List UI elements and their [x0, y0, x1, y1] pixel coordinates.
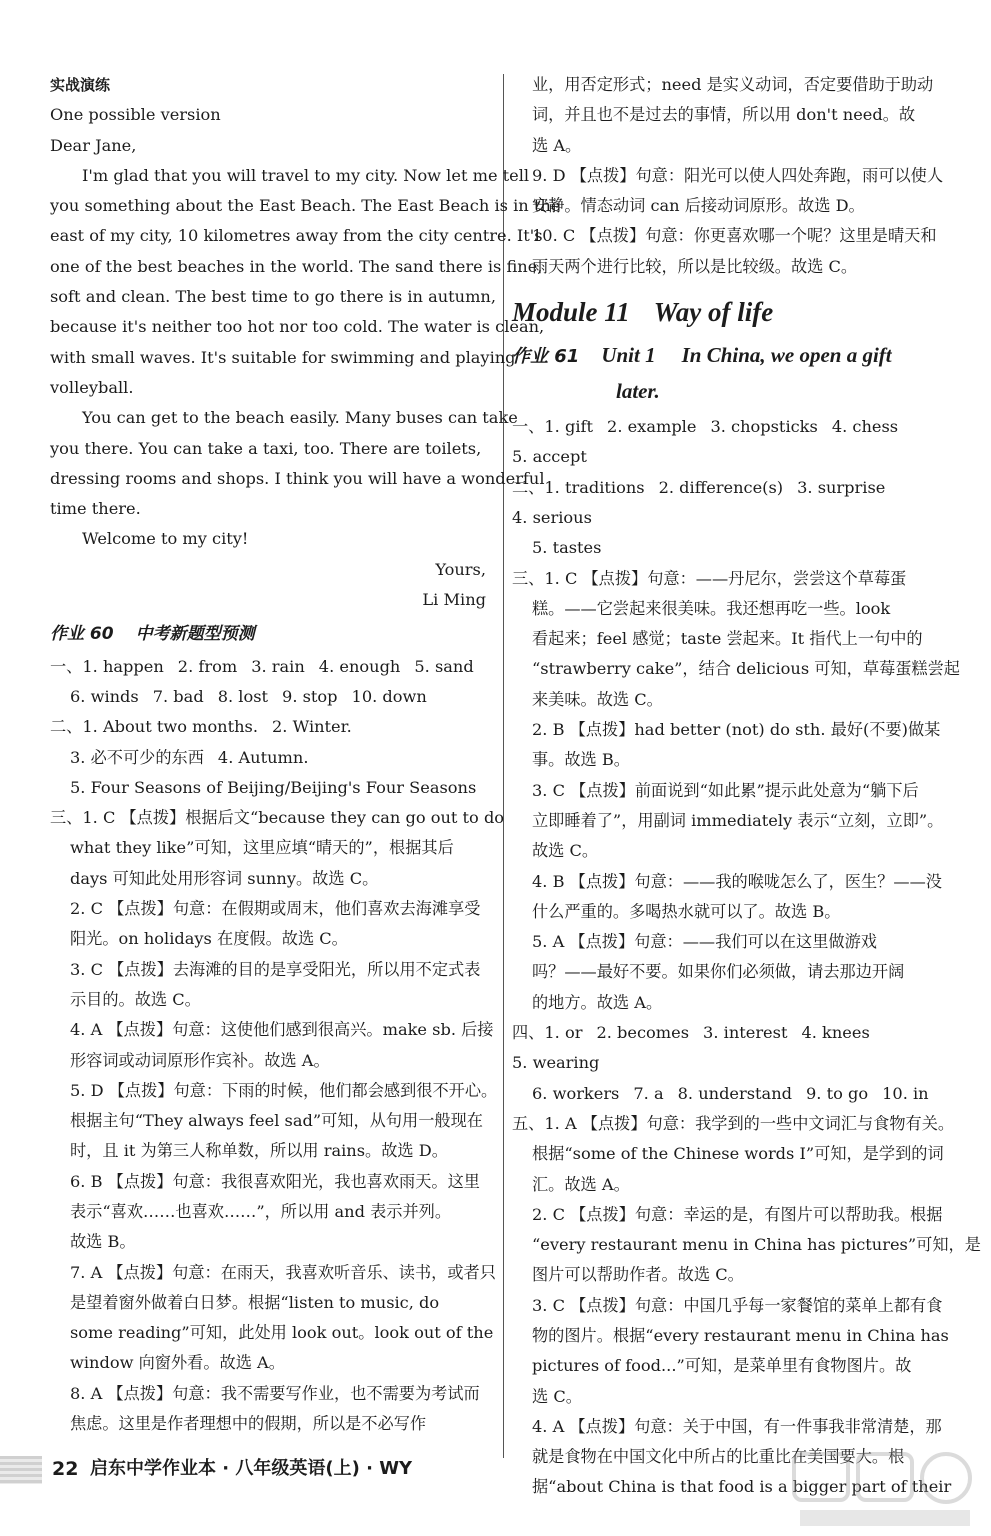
footer-stripe [0, 1456, 42, 1484]
text-line: 物的图片。根据“every restaurant menu in China has [532, 1325, 949, 1345]
answer-item: 4. knees [801, 1023, 870, 1043]
text-line: 选 C。 [532, 1386, 582, 1406]
answer-item: 4. serious [512, 507, 592, 527]
column-divider [503, 74, 504, 1458]
answer-item: 二、1. About two months. [50, 717, 258, 737]
page-number: 22 [52, 1458, 79, 1480]
answer-item: 6. winds [70, 686, 139, 706]
text-line: because it's neither too hot nor too cold. The water is clean, [50, 317, 545, 337]
text-line: 示目的。故选 C。 [70, 989, 201, 1009]
text-line: window 向窗外看。故选 A。 [70, 1353, 285, 1373]
answer-item: 9. stop [282, 686, 338, 706]
module-number: Module 11 [512, 297, 630, 328]
text-line: 4. A 【点拨】句意：关于中国，有一件事我非常清楚，那 [532, 1416, 942, 1436]
text-line: 4. A 【点拨】句意：这使他们感到很高兴。make sb. 后接 [70, 1020, 494, 1040]
answers-r-section-4 [512, 1018, 956, 1079]
answer-item: 3. surprise [797, 477, 886, 497]
text-line: 图片可以帮助作者。故选 C。 [532, 1265, 744, 1285]
text-line: 立即睡着了”，用副词 immediately 表示“立刻，立即”。 [532, 810, 944, 830]
answer-item: 5. sand [414, 656, 474, 676]
answer-s2-5: 5. Four Seasons of Beijing/Beijing's Four Seasons [70, 777, 477, 797]
text-line: 五、1. A 【点拨】句意：我学到的一些中文词汇与食物有关。 [512, 1113, 955, 1133]
text-line: volleyball. [50, 377, 134, 397]
section-head: 实战演练 [50, 76, 111, 94]
answers-section-1 [50, 652, 492, 682]
module-name: Way of life [653, 297, 774, 328]
text-line: 雨天两个进行比较，所以是比较级。故选 C。 [532, 256, 858, 276]
text-line: 就是食物在中国文化中所占的比重比在美国要大。根 [532, 1447, 905, 1467]
text-line: 的地方。故选 A。 [532, 992, 663, 1012]
text-line: 3. C 【点拨】前面说到“如此累”提示此处意为“躺下后 [532, 780, 919, 800]
text-line: 7. A 【点拨】句意：在雨天，我喜欢听音乐、读书，或者只 [70, 1262, 496, 1282]
text-line: 故选 C。 [532, 841, 599, 861]
answers-section-1b [50, 682, 492, 712]
book-title: 启东中学作业本 · 八年级英语(上) · WY [90, 1458, 413, 1479]
text-line: You can get to the beach easily. Many buses can take [82, 408, 518, 428]
answer-item: 8. lost [217, 686, 269, 706]
module-title [512, 292, 956, 332]
text-line: 10. C 【点拨】句意：你更喜欢哪一个呢？这里是晴天和 [532, 226, 937, 246]
answer-r2-5: 5. tastes [532, 538, 602, 558]
answers-r-section-3 [512, 564, 960, 1018]
text-line: east of my city, 10 kilometres away from the city centre. It's [50, 226, 543, 246]
text-line: 词，并且也不是过去的事情，所以用 don't need。故 [532, 105, 916, 125]
text-line: 6. B 【点拨】句意：我很喜欢阳光，我也喜欢雨天。这里 [70, 1171, 480, 1191]
answer-item: 4. enough [318, 656, 401, 676]
answer-item: 8. understand [677, 1083, 792, 1103]
answer-q9 [512, 161, 956, 222]
answer-item: 5. accept [512, 447, 587, 467]
answer-item: 9. to go [806, 1083, 869, 1103]
unit-label: Unit 1 [601, 343, 656, 368]
text-line: time there. [50, 499, 141, 519]
answer-item: 2. Winter. [272, 717, 352, 737]
answers-section-2 [50, 712, 492, 742]
text-line: 三、1. C 【点拨】句意：——丹尼尔，尝尝这个草莓蛋 [512, 568, 907, 588]
unit-title-line-1: In China, we open a gift [681, 343, 892, 368]
text-line: days 可知此处用形容词 sunny。故选 C。 [70, 868, 379, 888]
answers-r-section-1 [512, 412, 956, 473]
right-column [512, 70, 981, 1503]
answer-q10 [512, 221, 956, 282]
text-line: 汇。故选 A。 [532, 1174, 630, 1194]
text-line: some reading”可知，此处用 look out。look out of the [70, 1323, 494, 1343]
text-line: you there. You can take a taxi, too. There are toilets, [50, 438, 482, 458]
text-line: pictures of food...”可知，是菜单里有食物图片。故 [532, 1356, 912, 1376]
answer-item: 一、1. gift [512, 417, 594, 437]
text-line: “every restaurant menu in China has pictures”可知，是 [532, 1235, 981, 1255]
essay-paragraph-2 [50, 403, 545, 524]
answer-item: 4. Autumn. [217, 747, 309, 767]
text-line: what they like”可知，这里应填“晴天的”，根据其后 [70, 838, 454, 858]
answer-item: 4. chess [831, 417, 899, 437]
answer-item: 10. in [882, 1083, 929, 1103]
text-line: 业，用否定形式；need 是实义动词，否定要借助于助动 [532, 75, 934, 94]
answer-item: 二、1. traditions [512, 477, 645, 497]
text-line: 看起来；feel 感觉；taste 尝起来。It 指代上一句中的 [532, 629, 923, 649]
text-line: with small waves. It's suitable for swimming and playing [50, 347, 516, 367]
text-line: 焦虑。这里是作者理想中的假期，所以是不必写作 [70, 1414, 427, 1434]
text-line: 表示“喜欢……也喜欢……”，所以用 and 表示并列。 [70, 1201, 452, 1221]
text-line: “strawberry cake”，结合 delicious 可知，草莓蛋糕尝起 [532, 659, 960, 679]
text-line: you something about the East Beach. The East Beach is in the [50, 196, 561, 216]
text-line: 据“about China is that food is a bigger part of their [532, 1477, 952, 1497]
homework-60-title [50, 619, 492, 649]
homework-60-label: 作业 60 [50, 624, 114, 645]
answer-item: 3. chopsticks [710, 417, 818, 437]
homework-60-name: 中考新题型预测 [135, 624, 255, 645]
answers-r-section-2 [512, 473, 956, 534]
answers-section-2b [50, 743, 492, 773]
answer-item: 一、1. happen [50, 656, 164, 676]
signature-name: Li Ming [422, 590, 486, 610]
text-line: 4. B 【点拨】句意：——我的喉咙怎么了，医生？——没 [532, 871, 942, 891]
answers-r-section-5 [512, 1109, 981, 1503]
text-line: 2. B 【点拨】had better (not) do sth. 最好(不要)做某 [532, 720, 941, 740]
homework-61-label: 作业 61 [512, 346, 580, 368]
text-line: 事。故选 B。 [532, 750, 630, 770]
text-line: I'm glad that you will travel to my city. Now let me tell [82, 165, 530, 185]
answer-item: 2. difference(s) [658, 477, 784, 497]
unit-title-line-2: later. [616, 379, 660, 404]
answer-item: 10. down [351, 686, 427, 706]
text-line: 8. A 【点拨】句意：我不需要写作业，也不需要为考试而 [70, 1383, 480, 1403]
text-line: 阳光。on holidays 在度假。故选 C。 [70, 929, 348, 949]
answers-r-section-4b [512, 1079, 956, 1109]
text-line: 形容词或动词原形作宾补。故选 A。 [70, 1050, 330, 1070]
text-line: 吗？——最好不要。如果你们必须做，请去那边开阔 [532, 962, 905, 982]
text-line: 2. C 【点拨】句意：幸运的是，有图片可以帮助我。根据 [532, 1204, 943, 1224]
answer-item: 3. rain [251, 656, 305, 676]
text-line: 三、1. C 【点拨】根据后文“because they can go out to do [50, 808, 505, 828]
answer-item: 3. 必不可少的东西 [70, 747, 204, 767]
text-line: 糕。——它尝起来很美味。我还想再吃一些。look [532, 598, 891, 618]
text-line: one of the best beaches in the world. The sand there is fine, [50, 256, 543, 276]
text-line: 根据“some of the Chinese words I”可知，是学到的词 [532, 1144, 944, 1164]
unit-title [512, 338, 956, 408]
answer-item: 2. from [177, 656, 238, 676]
greeting: Dear Jane, [50, 135, 137, 155]
text-line: 时，且 it 为第三人称单数，所以用 rains。故选 D。 [70, 1141, 448, 1161]
closing-line: Welcome to my city! [82, 529, 249, 549]
text-line: soft and clean. The best time to go there is in autumn, [50, 287, 497, 307]
text-line: 3. C 【点拨】去海滩的目的是享受阳光，所以用不定式表 [70, 959, 481, 979]
text-line: dressing rooms and shops. I think you will have a wonderful [50, 468, 545, 488]
text-line: 是望着窗外做着白日梦。根据“listen to music, do [70, 1292, 440, 1312]
answer-item: 5. wearing [512, 1053, 600, 1073]
answer-item: 6. workers [532, 1083, 620, 1103]
essay-intro: One possible version [50, 105, 221, 125]
text-line: 2. C 【点拨】句意：在假期或周末，他们喜欢去海滩享受 [70, 899, 481, 919]
text-line: 根据主句“They always feel sad”可知，从句用一般现在 [70, 1111, 483, 1131]
signature-yours: Yours, [435, 559, 486, 579]
answer-item: 2. example [607, 417, 697, 437]
text-line: 安静。情态动词 can 后接动词原形。故选 D。 [532, 196, 865, 216]
answer-item: 7. a [633, 1083, 664, 1103]
continued-explanation [512, 70, 956, 161]
answers-section-3 [50, 803, 505, 1439]
answer-item: 7. bad [152, 686, 204, 706]
text-line: 5. D 【点拨】句意：下雨的时候，他们都会感到很不开心。 [70, 1080, 498, 1100]
text-line: 3. C 【点拨】句意：中国几乎每一家餐馆的菜单上都有食 [532, 1295, 943, 1315]
text-line: 什么严重的。多喝热水就可以了。故选 B。 [532, 901, 841, 921]
text-line: 选 A。 [532, 135, 582, 155]
text-line: 5. A 【点拨】句意：——我们可以在这里做游戏 [532, 932, 877, 952]
answer-item: 四、1. or [512, 1023, 583, 1043]
text-line: 故选 B。 [70, 1232, 136, 1252]
text-line: 9. D 【点拨】句意：阳光可以使人四处奔跑，雨可以使人 [532, 165, 944, 185]
answer-item: 2. becomes [596, 1023, 690, 1043]
watermark-logo [790, 1448, 980, 1532]
answer-item: 3. interest [703, 1023, 788, 1043]
text-line: 来美味。故选 C。 [532, 689, 663, 709]
